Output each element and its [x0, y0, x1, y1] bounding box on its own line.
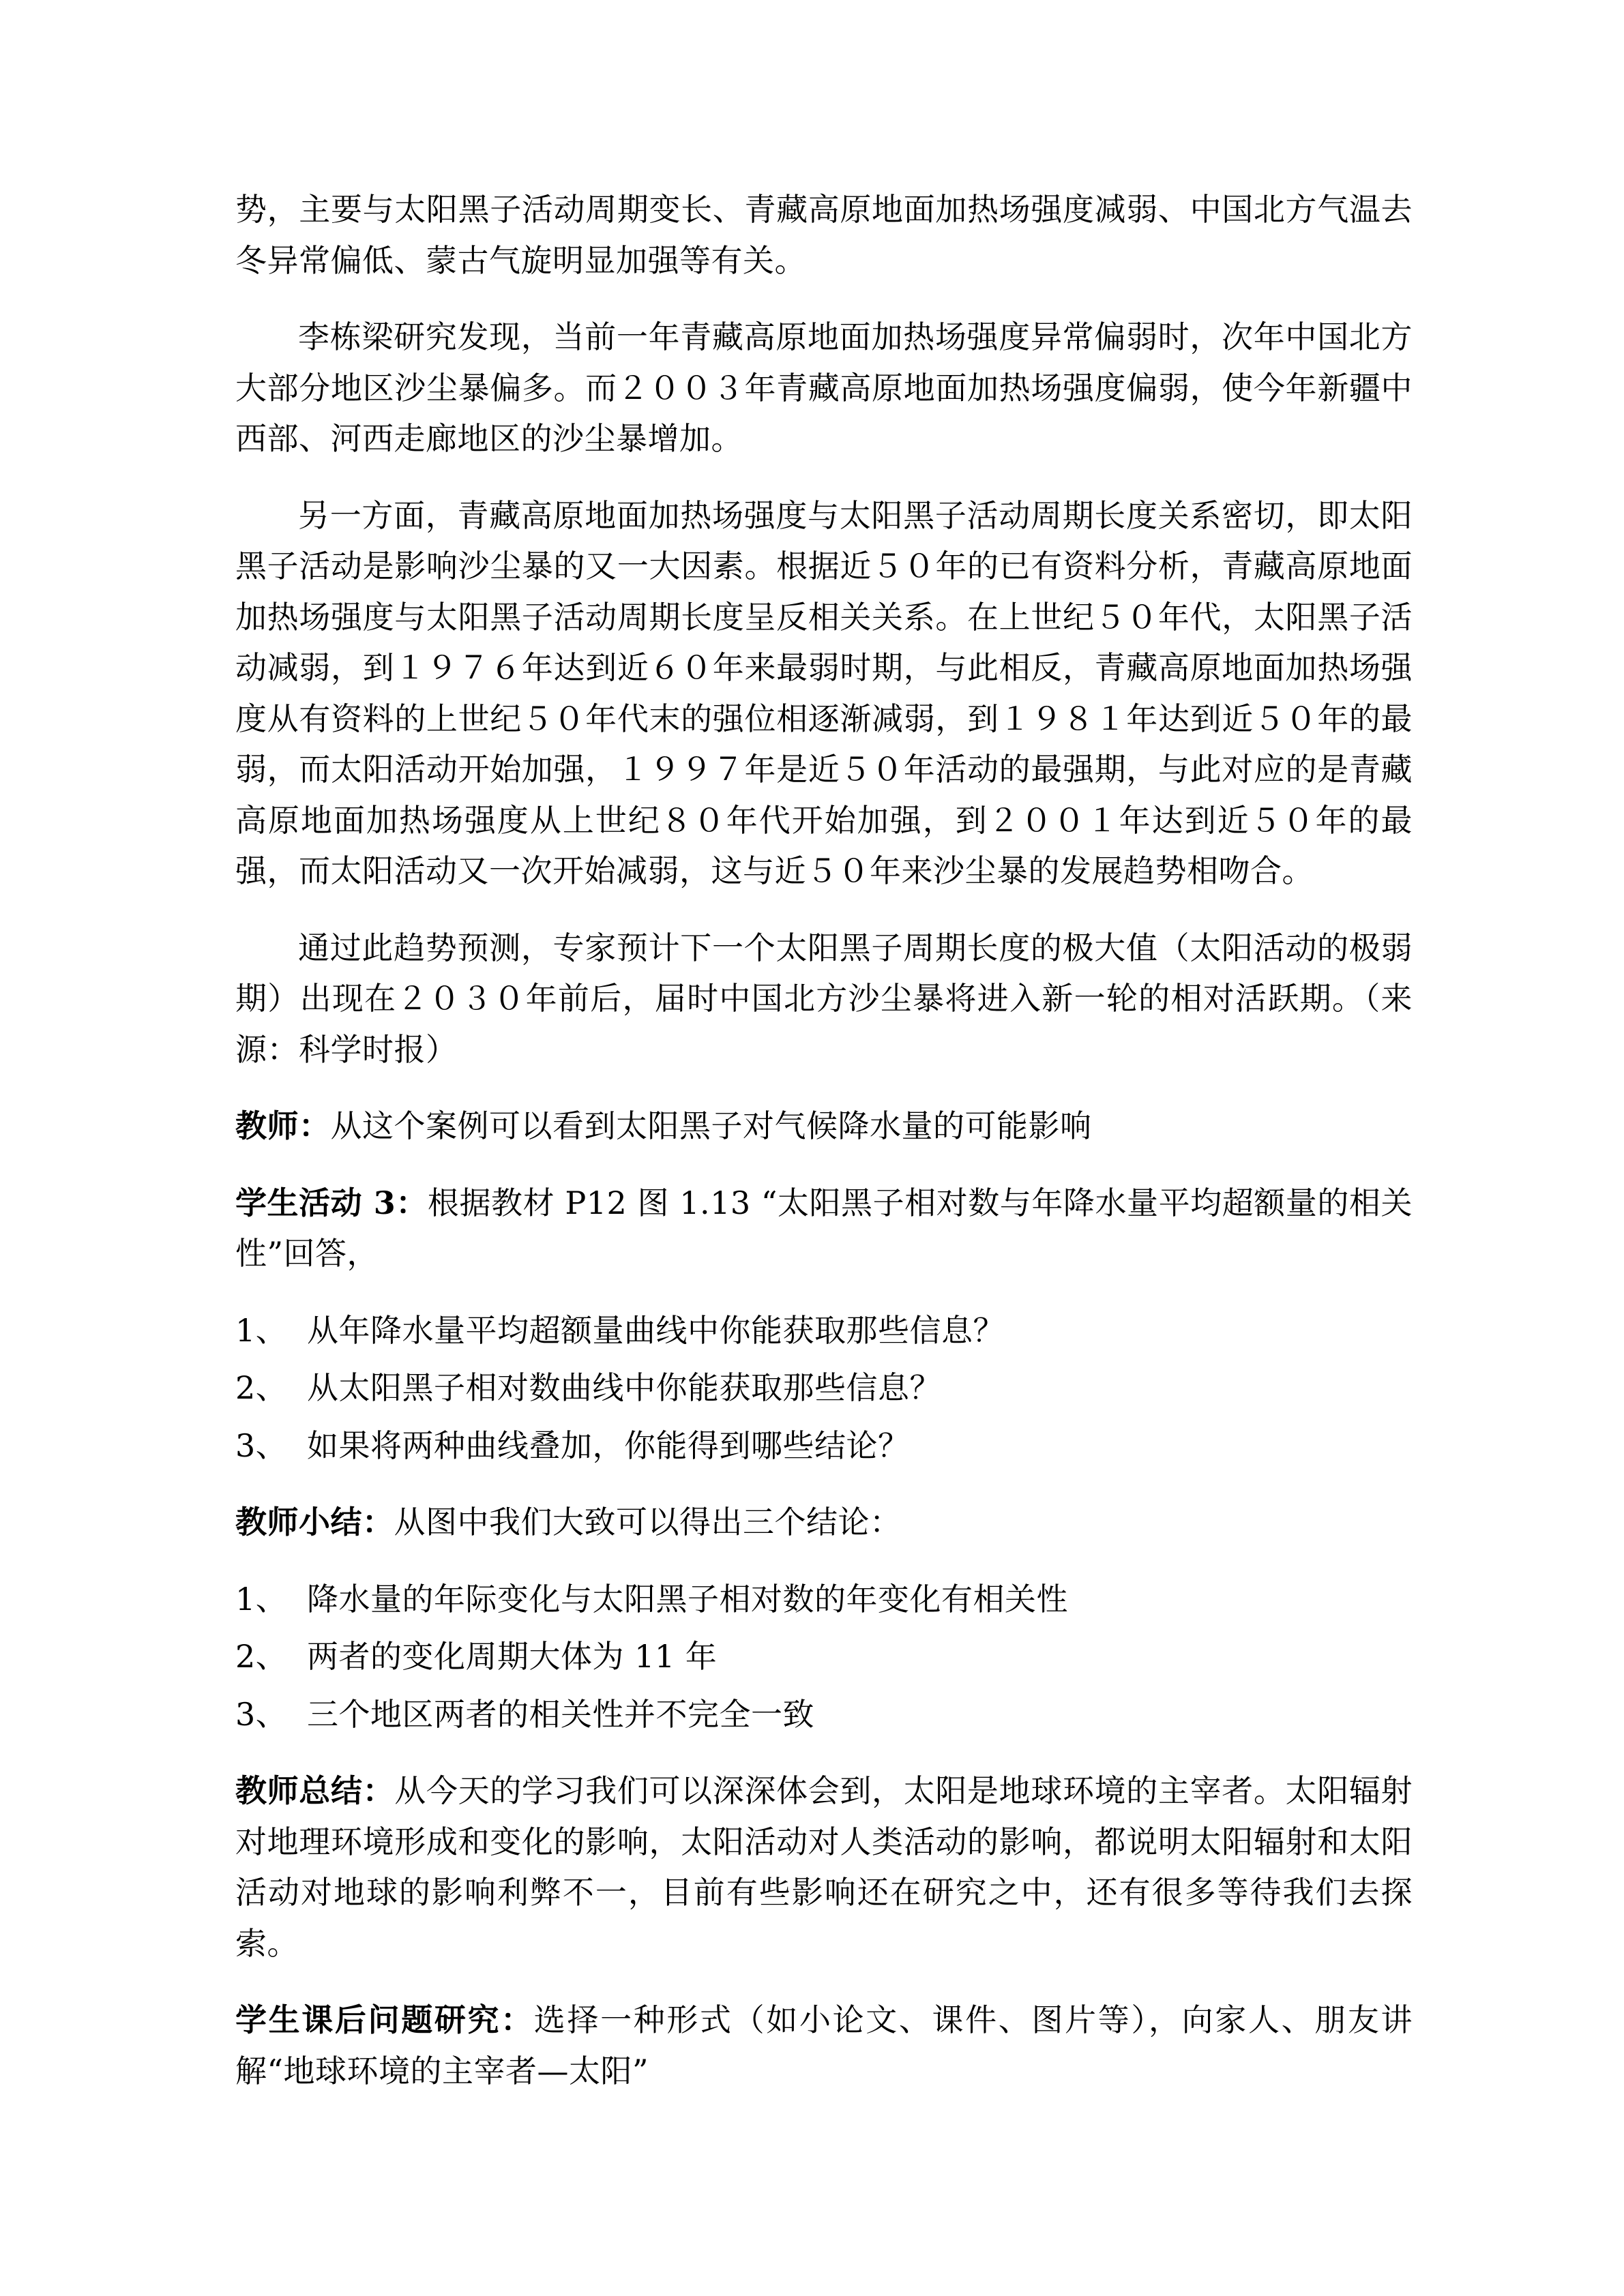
list-item — [235, 1574, 1413, 1625]
teacher-final-summary-lead: 教师总结： — [235, 1772, 395, 1810]
student-activity-3-lead: 学生活动 3： — [235, 1184, 428, 1221]
list-item-text: 三个地区两者的相关性并不完全一致 — [307, 1695, 814, 1733]
list-item-number: 3、 — [235, 1427, 288, 1464]
list-item — [235, 1689, 1413, 1740]
teacher-final-summary-text: 从今天的学习我们可以深深体会到，太阳是地球环境的主宰者。太阳辐射对地理环境形成和变化的影响，太阳活动对人类活动的影响，都说明太阳辐射和太阳活动对地球的影响利弊不一，目前有些影响还在研究之中，还有很多等待我们去探索。 — [235, 1772, 1413, 1962]
list-item-text: 两者的变化周期大体为 11 年 — [307, 1638, 718, 1675]
list-item — [235, 1420, 1413, 1472]
teacher-brief-summary — [235, 1497, 1413, 1548]
teacher-note-1-text: 从这个案例可以看到太阳黑子对气候降水量的可能影响 — [330, 1107, 1092, 1145]
list-item-number: 3、 — [235, 1695, 288, 1733]
teacher-brief-summary-text: 从图中我们大致可以得出三个结论： — [394, 1504, 902, 1541]
student-activity-3 — [235, 1178, 1413, 1279]
list-item-number: 2、 — [235, 1638, 288, 1675]
list-item-number: 1、 — [235, 1580, 288, 1617]
student-homework-research — [235, 1995, 1413, 2096]
paragraph-lidongliang-research: 李栋梁研究发现，当前一年青藏高原地面加热场强度异常偏弱时，次年中国北方大部分地区沙尘暴偏多。而２００３年青藏高原地面加热场强度偏弱，使今年新疆中西部、河西走廊地区的沙尘暴增加。 — [235, 318, 1413, 458]
student-homework-research-text: 选择一种形式（如小论文、课件、图片等），向家人、朋友讲解“地球环境的主宰者—太阳” — [235, 2001, 1413, 2089]
list-item — [235, 1362, 1413, 1414]
paragraph-forecast-2030: 通过此趋势预测，专家预计下一个太阳黑子周期长度的极大值（太阳活动的极弱期）出现在２０３０年前后，届时中国北方沙尘暴将进入新一轮的相对活跃期。（来源：科学时报） — [235, 929, 1413, 1068]
paragraph-continuation: 势，主要与太阳黑子活动周期变长、青藏高原地面加热场强度减弱、中国北方气温去冬异常偏低、蒙古气旋明显加强等有关。 — [235, 191, 1413, 279]
teacher-brief-summary-lead: 教师小结： — [235, 1504, 394, 1541]
list-item-text: 如果将两种曲线叠加，你能得到哪些结论？ — [307, 1427, 910, 1464]
activity-question-list — [235, 1305, 1413, 1472]
paragraph-sunspot-cycle-analysis: 另一方面，青藏高原地面加热场强度与太阳黑子活动周期长度关系密切，即太阳黑子活动是影响沙尘暴的又一大因素。根据近５０年的已有资料分析，青藏高原地面加热场强度与太阳黑子活动周期长度呈反相关关系。在上世纪５０年代，太阳黑子活动减弱，到１９７６年达到近６０年来最弱时期，与此相反，青藏高原地面加热场强度从有资料的上世纪５０年代末的强位相逐渐减弱，到１９８１年达到近５０年的最弱，而太阳活动开始加强，１９９７年是近５０年活动的最强期，与此对应的是青藏高原地面加热场强度从上世纪８０年代开始加强，到２００１年达到近５０年的最强，而太阳活动又一次开始减弱，这与近５０年来沙尘暴的发展趋势相吻合。 — [235, 496, 1413, 890]
teacher-note-1-lead: 教师： — [235, 1107, 331, 1145]
summary-conclusion-list — [235, 1574, 1413, 1740]
list-item-number: 1、 — [235, 1311, 288, 1349]
list-item — [235, 1631, 1413, 1682]
student-activity-3-text: 根据教材 P12 图 1.13 “太阳黑子相对数与年降水量平均超额量的相关性”回答， — [235, 1184, 1413, 1272]
list-item-number: 2、 — [235, 1369, 288, 1407]
list-item — [235, 1305, 1413, 1356]
list-item-text: 降水量的年际变化与太阳黑子相对数的年变化有相关性 — [307, 1580, 1068, 1617]
list-item-text: 从太阳黑子相对数曲线中你能获取那些信息？ — [307, 1369, 941, 1407]
document-body — [235, 184, 1413, 2097]
teacher-note-1 — [235, 1101, 1413, 1152]
student-homework-research-lead: 学生课后问题研究： — [235, 2001, 534, 2039]
list-item-text: 从年降水量平均超额量曲线中你能获取那些信息？ — [307, 1311, 1005, 1349]
teacher-final-summary — [235, 1765, 1413, 1969]
